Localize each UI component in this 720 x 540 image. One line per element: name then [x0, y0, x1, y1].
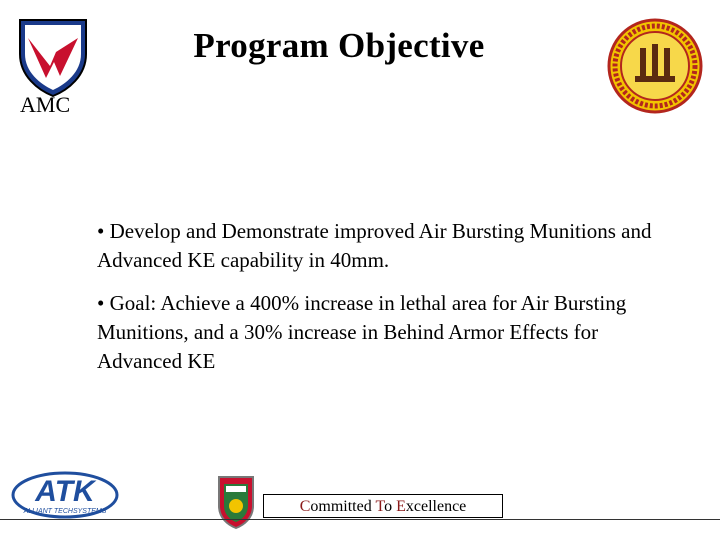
- slide-title: Program Objective: [193, 26, 485, 65]
- bullet-goal: • Goal: Achieve a 400% increase in lethal area for Air Bursting Munitions, and a 30% increase in Behind Armor Effects for Advanced KE: [97, 291, 627, 373]
- atk-logo: [10, 463, 120, 521]
- bullet-objective: • Develop and Demonstrate improved Air Bursting Munitions and Advanced KE capability in 40mm.: [97, 219, 652, 272]
- motto-text-1: ommitted: [310, 498, 376, 515]
- unit-badge-icon: [216, 474, 256, 530]
- amc-label: AMC: [20, 92, 71, 117]
- atk-logo-subtext: ALLIANT TECHSYSTEMS: [23, 508, 107, 515]
- motto-text-3: xcellence: [405, 498, 467, 515]
- footer-divider: [0, 519, 720, 520]
- command-seal-emblem: [607, 18, 703, 114]
- motto-box: [263, 494, 503, 518]
- motto-text-2: o: [384, 498, 397, 515]
- motto-cap-t: T: [375, 498, 385, 515]
- atk-logo-text: ATK: [35, 475, 95, 508]
- motto-cap-c: C: [299, 498, 311, 515]
- motto-cap-e: E: [396, 498, 406, 515]
